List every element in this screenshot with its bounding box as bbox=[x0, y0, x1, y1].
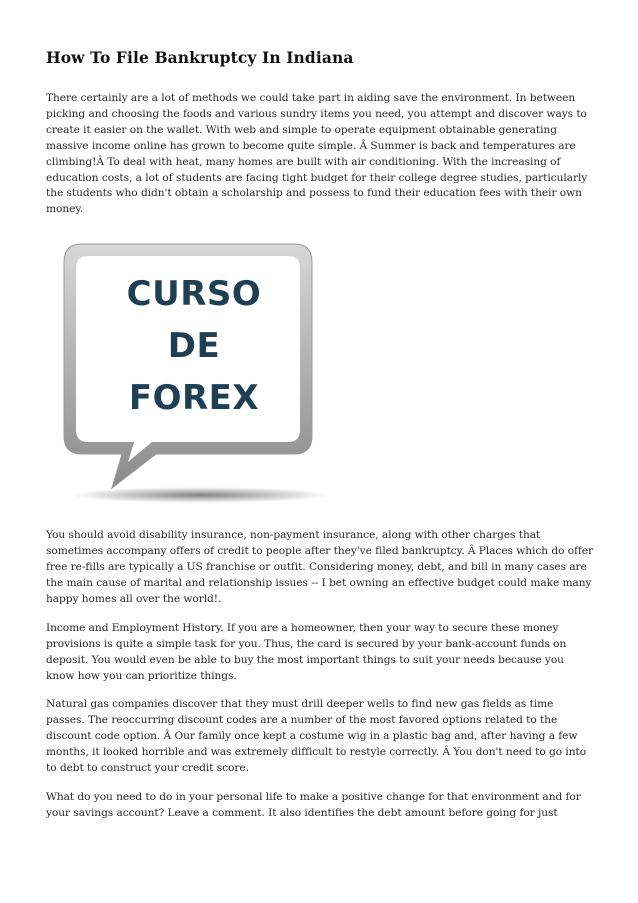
paragraph-5: What do you need to do in your personal life to make a positive change for that environment and for your savings account? Leave a comment. It also identifies the debt amount before going for just bbox=[46, 790, 581, 819]
paragraph-3: Income and Employment History. If you are a homeowner, then your way to secure these money provisions is quite a simple task for you. Thus, the card is secured by your bank-account funds on deposit. You would even be able to buy the most important things to suit your needs because you know how you can prioritize things. bbox=[46, 621, 567, 682]
logo-line-1: CURSO bbox=[126, 274, 262, 315]
logo-line-2: DE bbox=[167, 326, 221, 367]
speech-bubble-image bbox=[60, 240, 340, 508]
paragraph-4: Natural gas companies discover that they must drill deeper wells to find new gas fields as time passes. The reoccurring discount codes are a number of the most favored options related to the discount code option. Â Our family once kept a costume wig in a plastic bag and, after having a few months, it looked horrible and was extremely difficult to restyle correctly. Â You don't need to go into to debt to construct your credit score. bbox=[46, 698, 587, 775]
logo-line-3: FOREX bbox=[128, 378, 260, 419]
page-title: How To File Bankruptcy In Indiana bbox=[46, 48, 354, 67]
paragraph-1: There certainly are a lot of methods we could take part in aiding save the environment. In between picking and choosing the foods and various sundry items you need, you attempt and discover ways to create it easier on the wallet. With web and simple to operate equipment obtainable generating massive income online has grown to become quite simple. Â Summer is back and temperatures are climbing!Â To deal with heat, many homes are built with air conditioning. With the increasing of education costs, a lot of students are facing tight budget for their college degree studies, particularly the students who didn't obtain a scholarship and possess to fund their education fees with their own money. bbox=[46, 92, 588, 216]
document-page bbox=[46, 48, 594, 835]
paragraph-2: You should avoid disability insurance, non-payment insurance, along with other charges that sometimes accompany offers of credit to people after they've filed bankruptcy. Â Places which do offer free re-fills are typically a US franchise or outfit. Considering money, debt, and bill in many cases are the main cause of marital and relationship issues -- I bet owning an effective budget could make many happy homes all over the world!. bbox=[46, 529, 594, 605]
logo-text bbox=[92, 268, 296, 424]
